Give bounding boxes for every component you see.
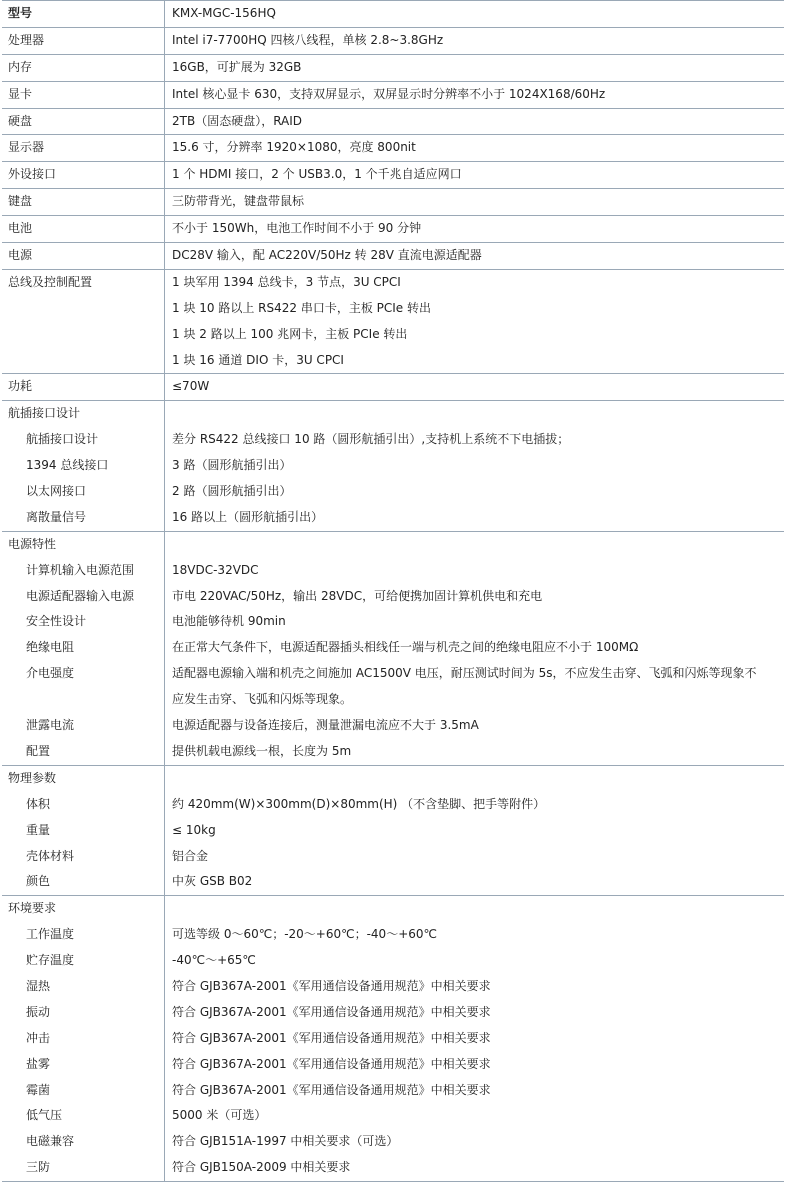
spec-label: 重量: [26, 822, 51, 837]
spec-value: 符合 GJB367A-2001《军用通信设备通用规范》中相关要求: [172, 1030, 491, 1045]
spec-row: [2, 55, 784, 82]
spec-value: 1 块 10 路以上 RS422 串口卡，主板 PCIe 转出: [172, 300, 432, 315]
spec-row: [2, 28, 784, 55]
spec-label: 体积: [26, 796, 51, 811]
spec-row-power-consumption: [2, 374, 784, 401]
spec-label: 绝缘电阻: [26, 640, 75, 655]
spec-value: Intel 核心显卡 630，支持双屏显示，双屏显示时分辨率不小于 1024X168/60Hz: [172, 86, 606, 101]
spec-value: 可选等级 0～60℃；-20～+60℃；-40～+60℃: [172, 927, 437, 942]
spec-value: 应发生击穿、飞弧和闪烁等现象。: [172, 692, 353, 707]
spec-value: 电池能够待机 90min: [172, 614, 286, 629]
spec-label: 键盘: [8, 194, 33, 209]
spec-label: 冲击: [26, 1030, 51, 1045]
spec-value: 适配器电源输入端和机壳之间施加 AC1500V 电压，耐压测试时间为 5s，不应发生击穿、飞弧和闪烁等现象不: [172, 666, 757, 681]
spec-value: 15.6 寸，分辨率 1920×1080，亮度 800nit: [172, 140, 416, 155]
spec-value: 符合 GJB367A-2001《军用通信设备通用规范》中相关要求: [172, 1056, 491, 1071]
spec-group-aviation: [2, 401, 784, 531]
spec-label: 电池: [8, 221, 33, 236]
group-title: 环境要求: [8, 901, 57, 916]
spec-value: 在正常大气条件下，电源适配器插头相线任一端与机壳之间的绝缘电阻应不小于 100MΩ: [172, 640, 639, 655]
spec-label: 泄露电流: [26, 718, 75, 733]
spec-label: 配置: [26, 743, 51, 758]
spec-value: 1 块 2 路以上 100 兆网卡，主板 PCIe 转出: [172, 326, 408, 341]
spec-label: 总线及控制配置: [8, 274, 93, 289]
spec-label: 电源: [8, 248, 33, 263]
spec-value: 16 路以上（圆形航插引出）: [172, 509, 324, 524]
spec-value: -40℃～+65℃: [172, 953, 256, 968]
spec-value: 16GB，可扩展为 32GB: [172, 59, 302, 74]
spec-label: 显卡: [8, 86, 33, 101]
spec-value: 18VDC-32VDC: [172, 562, 259, 577]
spec-value: 符合 GJB150A-2009 中相关要求: [172, 1160, 351, 1175]
spec-value: ≤70W: [172, 379, 210, 394]
spec-label: 工作温度: [26, 927, 75, 942]
spec-label: 型号: [8, 6, 33, 20]
spec-label: 振动: [26, 1004, 51, 1019]
spec-value: 符合 GJB367A-2001《军用通信设备通用规范》中相关要求: [172, 1004, 491, 1019]
spec-label: 壳体材料: [26, 848, 75, 863]
spec-value: 符合 GJB367A-2001《军用通信设备通用规范》中相关要求: [172, 1082, 491, 1097]
spec-value: 中灰 GSB B02: [172, 874, 253, 889]
spec-value: 2 路（圆形航插引出）: [172, 484, 292, 499]
spec-label: 计算机输入电源范围: [26, 562, 135, 577]
spec-label: 1394 总线接口: [26, 458, 109, 473]
spec-group-physical: [2, 766, 784, 896]
spec-value: 铝合金: [172, 848, 209, 863]
spec-value: 电源适配器与设备连接后，测量泄漏电流应不大于 3.5mA: [172, 718, 479, 733]
group-title: 物理参数: [8, 770, 57, 785]
spec-label: 电磁兼容: [26, 1134, 75, 1149]
spec-group-environment: [2, 896, 784, 1181]
spec-value: KMX-MGC-156HQ: [172, 6, 276, 20]
group-title: 电源特性: [8, 536, 57, 551]
spec-label: 以太网接口: [26, 484, 87, 499]
spec-label: 航插接口设计: [26, 432, 99, 447]
spec-value: 提供机载电源线一根，长度为 5m: [172, 743, 352, 758]
spec-label: 霉菌: [26, 1082, 51, 1097]
spec-value: 不小于 150Wh，电池工作时间不小于 90 分钟: [172, 221, 422, 236]
spec-label: 低气压: [26, 1108, 63, 1123]
spec-value: 1 块军用 1394 总线卡，3 节点，3U CPCI: [172, 274, 401, 289]
spec-label: 盐雾: [26, 1056, 51, 1071]
spec-label: 显示器: [8, 140, 45, 155]
spec-value: 3 路（圆形航插引出）: [172, 458, 292, 473]
spec-value: 5000 米（可选）: [172, 1108, 267, 1123]
spec-label: 离散量信号: [26, 509, 87, 524]
spec-label: 电源适配器输入电源: [26, 588, 135, 603]
spec-value: Intel i7-7700HQ 四核八线程，单核 2.8~3.8GHz: [172, 32, 444, 47]
spec-value: ≤ 10kg: [172, 822, 216, 837]
spec-label: 颜色: [26, 874, 51, 889]
spec-value: DC28V 输入，配 AC220V/50Hz 转 28V 直流电源适配器: [172, 248, 482, 263]
group-title: 航插接口设计: [8, 406, 81, 421]
spec-value: 三防带背光，键盘带鼠标: [172, 194, 305, 209]
spec-value: 市电 220VAC/50Hz，输出 28VDC，可给便携加固计算机供电和充电: [172, 588, 543, 603]
spec-row: [2, 216, 784, 243]
spec-label: 三防: [26, 1160, 51, 1175]
spec-row: [2, 162, 784, 189]
spec-row: [2, 82, 784, 109]
spec-value: 符合 GJB151A-1997 中相关要求（可选）: [172, 1134, 399, 1149]
spec-label: 贮存温度: [26, 953, 75, 968]
spec-label: 湿热: [26, 978, 51, 993]
spec-value: 2TB（固态硬盘），RAID: [172, 113, 303, 128]
spec-value: 差分 RS422 总线接口 10 路（圆形航插引出）,支持机上系统不下电插拔；: [172, 432, 570, 447]
spec-row-model: [2, 1, 784, 28]
spec-label: 介电强度: [26, 666, 75, 681]
spec-value: 1 块 16 通道 DIO 卡，3U CPCI: [172, 352, 344, 367]
spec-label: 功耗: [8, 379, 33, 394]
spec-label: 内存: [8, 59, 33, 74]
spec-table: [2, 0, 784, 1182]
spec-value: 1 个 HDMI 接口，2 个 USB3.0，1 个千兆自适应网口: [172, 167, 462, 182]
spec-group-power: [2, 532, 784, 766]
spec-row: [2, 135, 784, 162]
spec-label: 外设接口: [8, 167, 57, 182]
spec-row: [2, 189, 784, 216]
spec-value: 约 420mm(W)×300mm(D)×80mm(H) （不含垫脚、把手等附件）: [172, 796, 546, 811]
spec-row-bus: [2, 270, 784, 375]
spec-label: 安全性设计: [26, 614, 87, 629]
spec-value: 符合 GJB367A-2001《军用通信设备通用规范》中相关要求: [172, 978, 491, 993]
spec-label: 硬盘: [8, 113, 33, 128]
spec-label: 处理器: [8, 32, 45, 47]
spec-row: [2, 243, 784, 270]
spec-row: [2, 109, 784, 136]
